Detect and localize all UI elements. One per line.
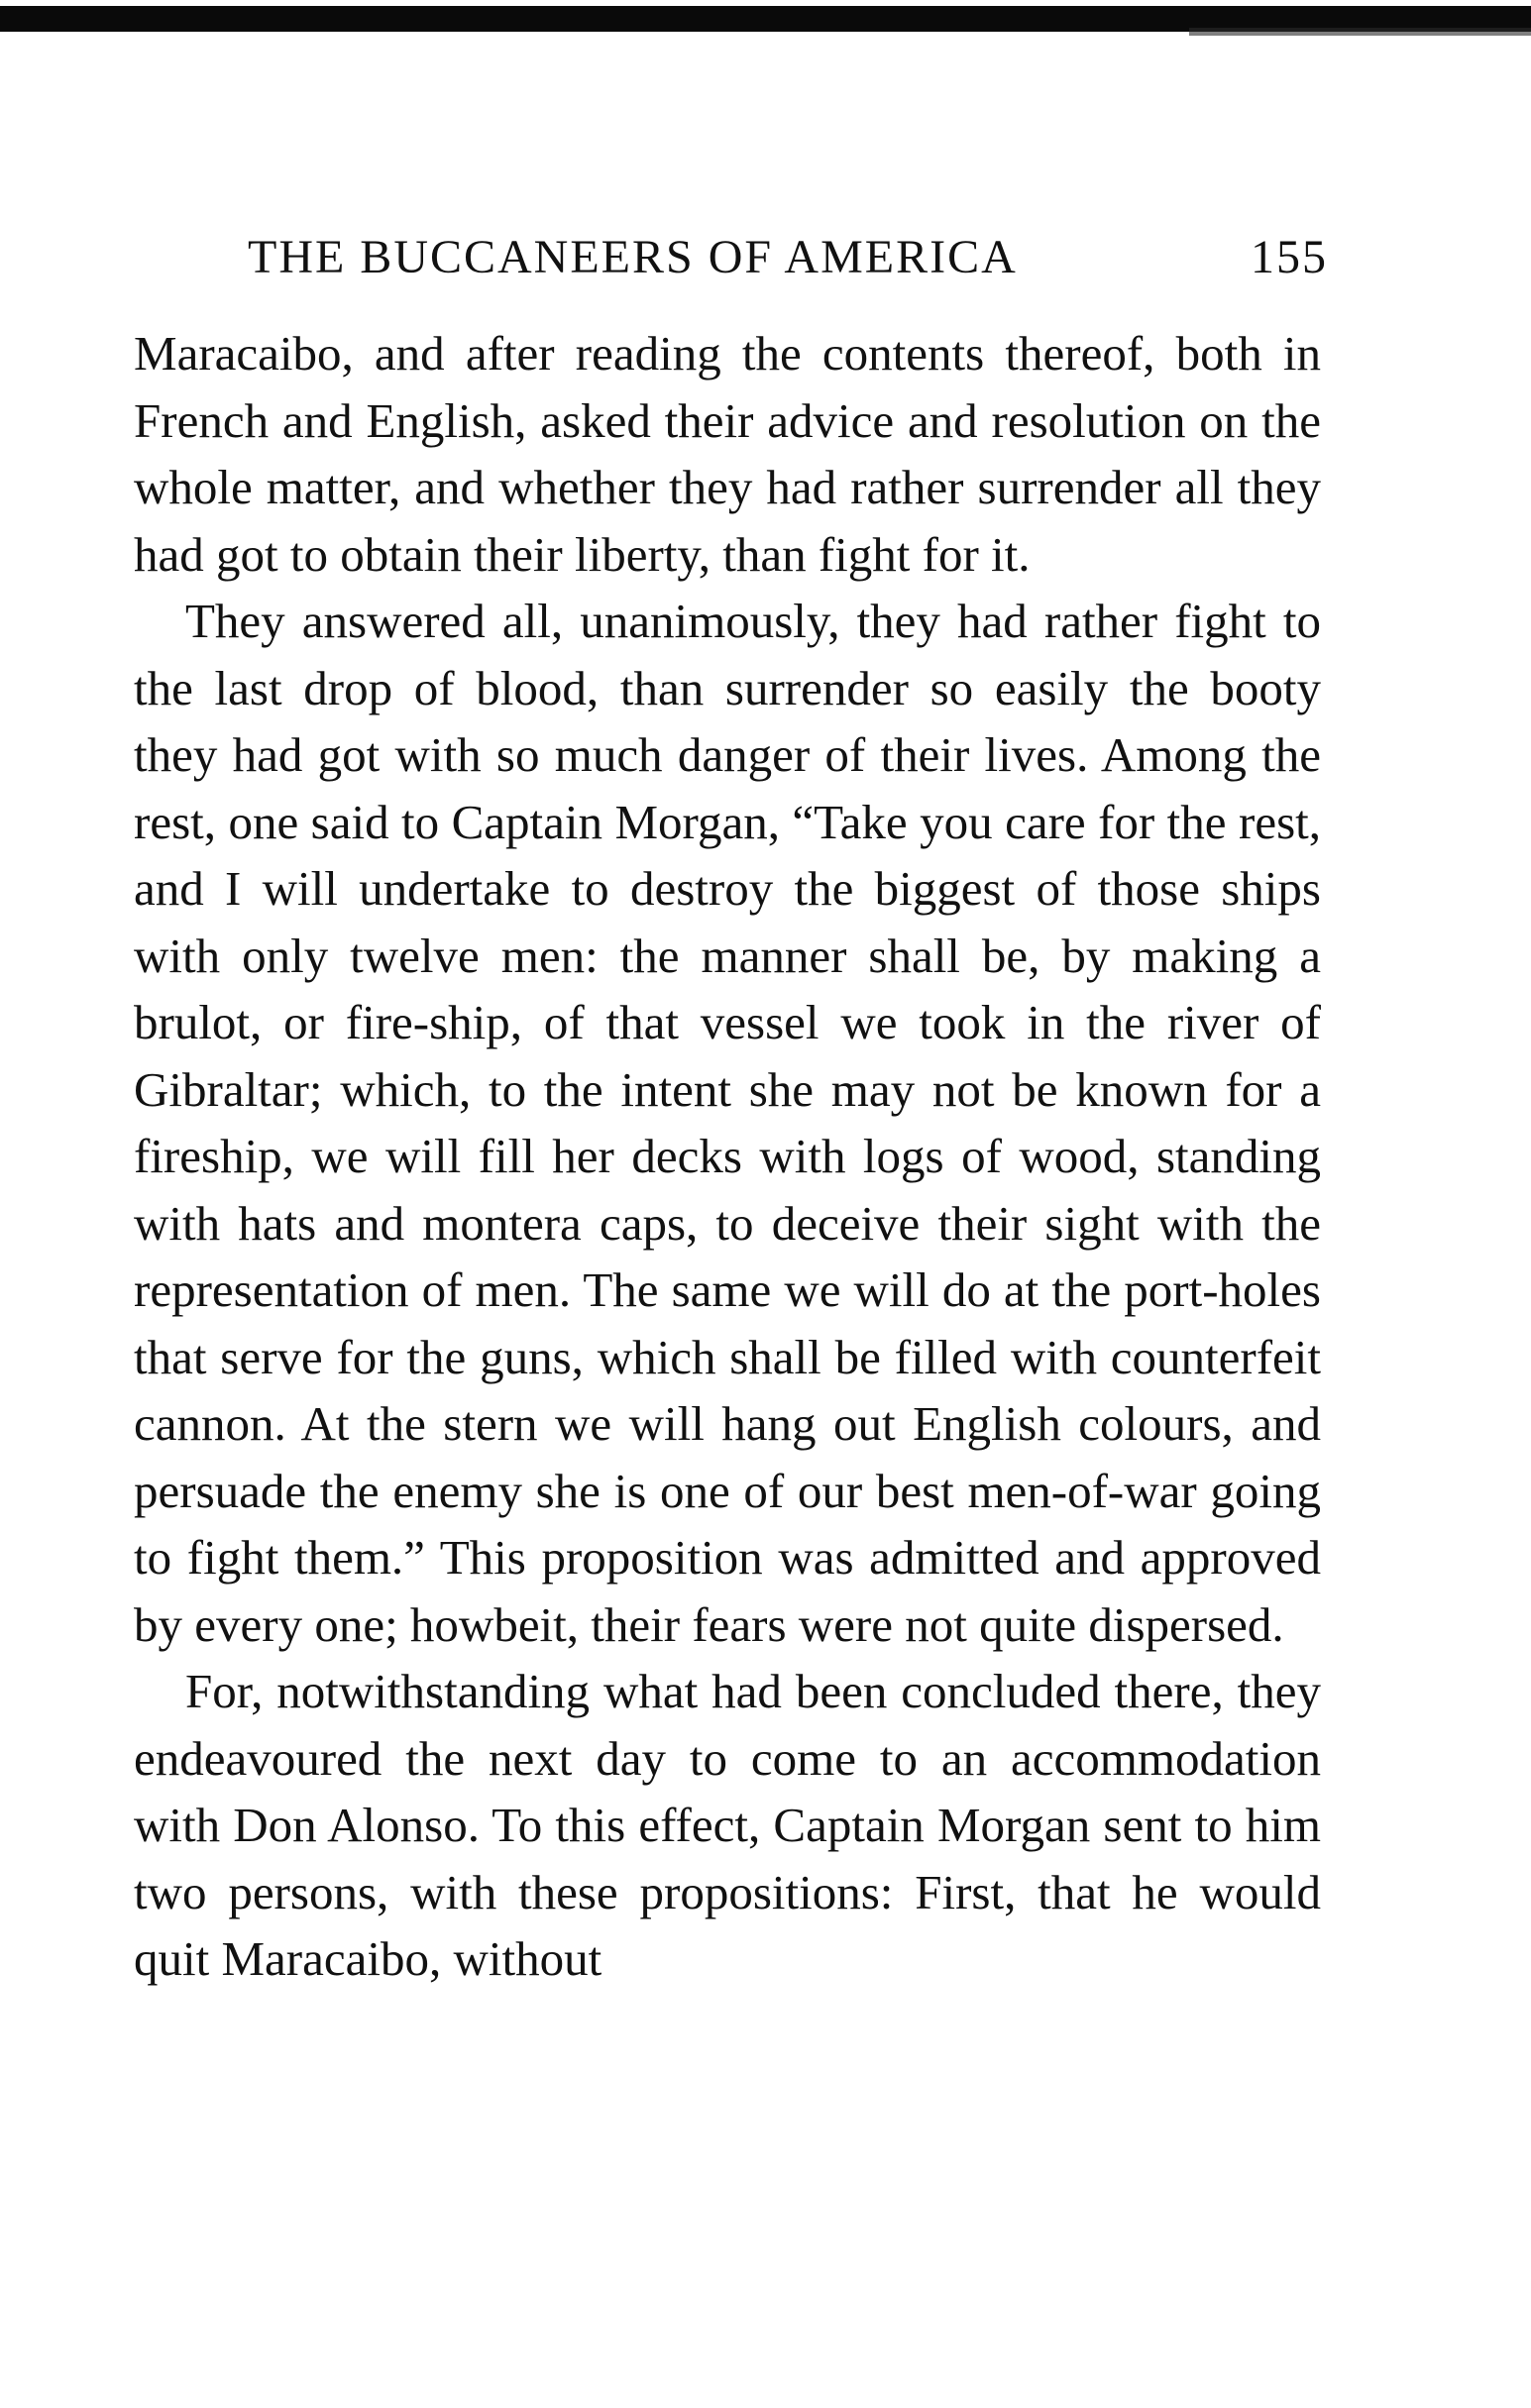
running-head-title: THE BUCCANEERS OF AMERICA xyxy=(248,231,1018,283)
running-head xyxy=(248,223,1328,292)
paragraph-3: For, notwithstanding what had been concluded there, they endeavoured the next day to come to an accommodation with Don Alonso. To this effect, Captain Morgan sent to him two persons, with these propositions: First, that he would quit Maracaibo, without xyxy=(134,1664,1321,1986)
paragraph-2: They answered all, unanimously, they had rather fight to the last drop of blood, than surrender so easily the booty they had got with so much danger of their lives. Among the rest, one said to Captain Morgan, “Take you care for the rest, and I will undertake to destroy the biggest of those ships with only twelve men: the manner shall be, by making a brulot, or fire-ship, of that vessel we took in the river of Gibraltar; which, to the intent she may not be known for a fireship, we will fill her decks with logs of wood, standing with hats and montera caps, to deceive their sight with the representation of men. The same we will do at the port-holes that serve for the guns, which shall be filled with counterfeit cannon. At the stern we will hang out English colours, and persuade the enemy she is one of our best men-of-war going to fight them.” This proposition was admitted and approved by every one; howbeit, their fears were not quite dispersed. xyxy=(134,594,1321,1652)
paragraph-1: Maracaibo, and after reading the contents thereof, both in French and English, asked their advice and resolution on the whole matter, and whether they had rather surrender all they had got to obtain their liberty, than fight for it. xyxy=(134,326,1321,582)
top-border-rule-edge xyxy=(1189,28,1531,36)
body-text xyxy=(134,320,1321,1993)
page-number: 155 xyxy=(1251,231,1328,283)
